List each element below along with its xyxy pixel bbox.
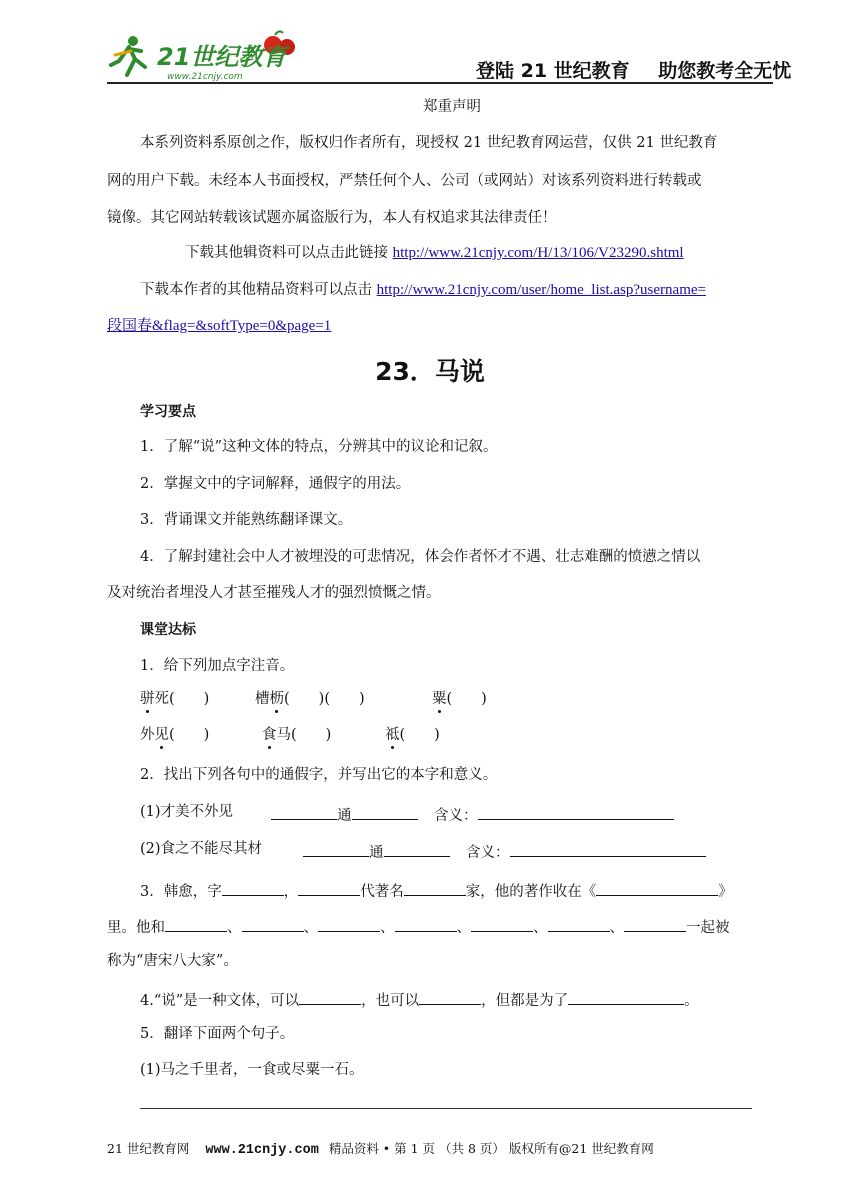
q3-text: 里。他和 (107, 920, 165, 936)
answer-blank[interactable] (404, 881, 466, 896)
download-text-1: 下载其他辑资料可以点击此链接 (185, 245, 388, 261)
q2-row-2-fill (303, 842, 450, 861)
q3-sep: 、 (303, 920, 318, 936)
study-item-4-line-2: 及对统治者埋没人才甚至摧残人才的强烈愤慨之情。 (107, 585, 441, 601)
question-2: 2．找出下列各句中的通假字，并写出它的本字和意义。 (140, 767, 498, 783)
download-text-2: 下载本作者的其他精品资料可以点击 (140, 282, 372, 298)
answer-blank[interactable] (222, 881, 284, 896)
q3-sep: 、 (456, 920, 471, 936)
notice-para-line-1: 本系列资料系原创之作，版权归作者所有，现授权 21 世纪教育网运营，仅供 21 世纪教育 (140, 135, 718, 151)
footer-divider (140, 1108, 752, 1109)
meaning-label: 含义： (466, 845, 510, 861)
q4-text: ，但都是为了 (481, 993, 569, 1009)
download-link-2a[interactable]: http://www.21cnjy.com/user/home_list.asp?username= (376, 282, 706, 298)
pinyin-blank[interactable]: ( ) (399, 727, 440, 743)
study-heading: 学习要点 (140, 404, 196, 420)
dotted-char: 骈 (140, 691, 155, 707)
download-line-2 (140, 283, 706, 298)
q4-text: 4.“说”是一种文体，可以 (140, 993, 300, 1009)
answer-blank[interactable] (299, 990, 361, 1005)
notice-para-line-3: 镜像。其它网站转载该试题亦属盗版行为，本人有权追求其法律责任！ (107, 210, 557, 226)
q2-row-2-meaning (466, 842, 706, 861)
footer-left: 21 世纪教育网 (107, 1141, 190, 1156)
study-item-4-line-1: 4．了解封建社会中人才被埋没的可悲情况，体会作者怀才不遇、壮志难酬的愤懑之情以 (140, 549, 701, 565)
site-logo (105, 25, 305, 85)
answer-blank[interactable] (510, 842, 706, 857)
answer-blank[interactable] (384, 842, 450, 857)
answer-blank[interactable] (352, 805, 418, 820)
tong-label: 通 (337, 808, 352, 824)
download-line-1 (185, 246, 684, 261)
download-link-2b[interactable]: 段国春&flag=&softType=0&page=1 (107, 318, 332, 334)
answer-blank[interactable] (242, 917, 304, 932)
question-3-line-2 (107, 917, 730, 936)
q3-text: 家，他的著作收在《 (465, 884, 597, 900)
q1-row-2-b (262, 728, 331, 743)
question-1: 1．给下列加点字注音。 (140, 658, 295, 674)
dotted-char: 粟 (432, 691, 447, 707)
footer-site: www.21cnjy.com (205, 1143, 319, 1158)
answer-blank[interactable] (548, 917, 610, 932)
study-item-3: 3．背诵课文并能熟练翻译课文。 (140, 512, 353, 528)
page-footer (107, 1139, 654, 1158)
q2-row-1-fill (271, 805, 418, 824)
class-heading: 课堂达标 (140, 622, 196, 638)
pinyin-blank[interactable]: ( )( ) (284, 691, 365, 707)
q1-row-2-a (140, 728, 209, 743)
q3-text: 一起被 (686, 920, 730, 936)
q4-text: ，也可以 (361, 993, 420, 1009)
q4-text: 。 (684, 993, 699, 1009)
meaning-label: 含义： (434, 808, 478, 824)
q2-row-1-meaning (434, 805, 674, 824)
tong-label: 通 (369, 845, 384, 861)
download-line-2-cont (107, 319, 331, 334)
notice-para-line-2: 网的用户下载。未经本人书面授权，严禁任何个人、公司（或网站）对该系列资料进行转载或 (107, 173, 702, 189)
answer-blank[interactable] (165, 917, 227, 932)
logo-text: 21世纪教育 (157, 43, 287, 71)
runner-icon (111, 36, 145, 75)
footer-right: 精品资料 • 第 1 页 （共 8 页） 版权所有@21 世纪教育网 (328, 1141, 654, 1156)
char: 外 (140, 727, 155, 743)
dotted-char: 见 (154, 727, 169, 743)
notice-title: 郑重声明 (423, 99, 481, 115)
q1-row-1-c (432, 692, 487, 707)
q1-row-1-b (255, 692, 365, 707)
logo-url: www.21cnjy.com (167, 72, 243, 82)
char: 槽 (255, 691, 270, 707)
download-link-1[interactable]: http://www.21cnjy.com/H/13/106/V23290.shtml (392, 245, 684, 261)
q3-text: 》 (718, 884, 733, 900)
answer-blank[interactable] (318, 917, 380, 932)
dotted-char: 枥 (269, 691, 284, 707)
q3-sep: 、 (609, 920, 624, 936)
header-divider (107, 82, 773, 84)
answer-blank[interactable] (471, 917, 533, 932)
lesson-title: 23．马说 (375, 357, 485, 386)
dotted-char: 食 (262, 727, 277, 743)
pinyin-blank[interactable]: 死( ) (154, 691, 210, 707)
header-site-name: 登陆 21 世纪教育 (476, 60, 630, 82)
pinyin-blank[interactable]: ( ) (446, 691, 487, 707)
q1-row-1-a (140, 692, 209, 707)
dotted-char: 祗 (385, 727, 400, 743)
answer-blank[interactable] (596, 881, 718, 896)
question-4 (140, 990, 699, 1009)
question-3-line-1 (140, 881, 733, 900)
answer-blank[interactable] (419, 990, 481, 1005)
answer-blank[interactable] (568, 990, 684, 1005)
question-3-line-3: 称为“唐宋八大家”。 (107, 953, 238, 969)
study-item-2: 2．掌握文中的字词解释，通假字的用法。 (140, 476, 411, 492)
q2-sentence-1: (1)才美不外见 (140, 804, 234, 820)
q5-sentence-1: (1)马之千里者，一食或尽粟一石。 (140, 1062, 364, 1078)
q3-sep: 、 (227, 920, 242, 936)
pinyin-blank[interactable]: ( ) (169, 727, 210, 743)
study-item-1: 1．了解“说”这种文体的特点，分辨其中的议论和记叙。 (140, 439, 498, 455)
q3-text: 3．韩愈，字 (140, 884, 222, 900)
header-slogan-area (476, 56, 791, 83)
answer-blank[interactable] (624, 917, 686, 932)
answer-blank[interactable] (271, 805, 337, 820)
answer-blank[interactable] (298, 881, 360, 896)
question-5: 5．翻译下面两个句子。 (140, 1026, 295, 1042)
header-slogan: 助您教考全无忧 (658, 60, 792, 82)
q3-text: ， (283, 884, 299, 900)
q3-text: 代著名 (360, 884, 404, 900)
answer-blank[interactable] (303, 842, 369, 857)
q2-sentence-2: (2)食之不能尽其材 (140, 841, 263, 857)
q3-sep: 、 (533, 920, 548, 936)
answer-blank[interactable] (395, 917, 457, 932)
q3-sep: 、 (380, 920, 395, 936)
answer-blank[interactable] (478, 805, 674, 820)
q1-row-2-c (385, 728, 440, 743)
pinyin-blank[interactable]: 马( ) (276, 727, 332, 743)
